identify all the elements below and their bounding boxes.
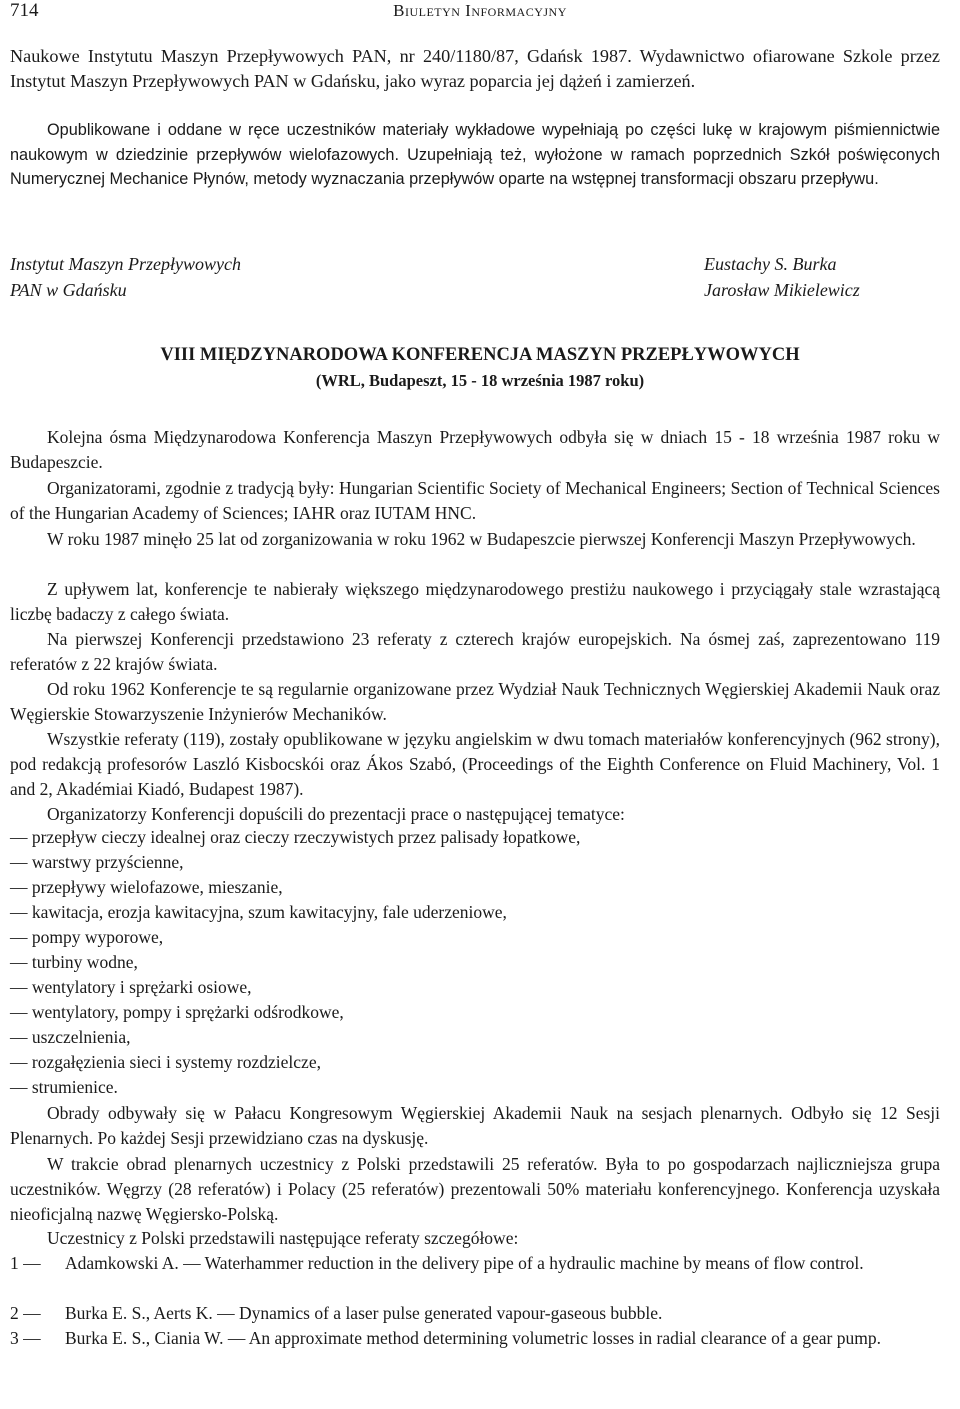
- list-item: — rozgałęzienia sieci i systemy rozdzielcze,: [10, 1052, 321, 1072]
- body-paragraph-8: Organizatorzy Konferencji dopuścili do prezentacji prace o następującej tematyce:: [47, 804, 625, 824]
- reference-item: [10, 1251, 940, 1277]
- reference-item: [10, 1301, 940, 1327]
- list-item: — uszczelnienia,: [10, 1027, 131, 1047]
- list-item: — warstwy przyścienne,: [10, 852, 184, 872]
- intro-paragraph-2: Opublikowane i oddane w ręce uczestników materiały wykładowe wypełniają po części lukę w krajowym piśmiennictwie naukowym w dziedzinie przepływów wielofazowych. Uzupełniają też, wyłożone w ramach poprzednich Szkół poświęconych Numerycznej Mechanice Płynów, metody wyznaczania przepływów oparte na wstępnej transformacji obszaru przepływu.: [10, 121, 940, 188]
- reference-item: [10, 1326, 940, 1352]
- list-item: — strumienice.: [10, 1077, 118, 1097]
- reference-number: 2 —: [10, 1303, 41, 1323]
- reference-number: 1 —: [10, 1253, 41, 1273]
- signature-author-1: Eustachy S. Burka: [704, 254, 837, 274]
- section-subtitle: (WRL, Budapeszt, 15 - 18 września 1987 roku): [315, 371, 645, 390]
- list-item: — kawitacja, erozja kawitacyjna, szum kawitacyjny, fale uderzeniowe,: [10, 902, 507, 922]
- signature-author-2: Jarosław Mikielewicz: [704, 280, 860, 300]
- section-title: VIII MIĘDZYNARODOWA KONFERENCJA MASZYN PRZEPŁYWOWYCH: [160, 345, 800, 365]
- list-item: — wentylatory, pompy i sprężarki odśrodkowe,: [10, 1002, 344, 1022]
- reference-text: Burka E. S., Aerts K. — Dynamics of a laser pulse generated vapour-gaseous bubble.: [65, 1303, 663, 1323]
- journal-title: Biuletyn Informacyjny: [393, 1, 567, 20]
- signature-institute-line-2: PAN w Gdańsku: [10, 280, 127, 300]
- list-item: — przepływ cieczy idealnej oraz cieczy rzeczywistych przez palisady łopatkowe,: [10, 827, 581, 847]
- after-paragraph-2: W trakcie obrad plenarnych uczestnicy z Polski przedstawili 25 referatów. Była to po gospodarzach najliczniejsza grupa uczestników. Węgrzy (28 referatów) i Polacy (25 referatów) prezentowali 50% materiału konferencyjnego. Konferencja uzyskała nieoficjalną nazwę Węgiersko-Polską.: [10, 1154, 940, 1225]
- list-item: — pompy wyporowe,: [10, 927, 164, 947]
- body-paragraph-1: Kolejna ósma Międzynarodowa Konferencja Maszyn Przepływowych odbyła się w dniach 15 - 18 września 1987 roku w Budapeszcie.: [10, 427, 940, 473]
- reference-text: Adamkowski A. — Waterhammer reduction in the delivery pipe of a hydraulic machine by means of flow control.: [65, 1253, 864, 1273]
- reference-number: 3 —: [10, 1328, 41, 1348]
- reference-text: Burka E. S., Ciania W. — An approximate method determining volumetric losses in radial clearance of a gear pump.: [65, 1328, 881, 1348]
- body-paragraph-6: Od roku 1962 Konferencje te są regularnie organizowane przez Wydział Nauk Technicznych Węgierskiej Akademii Nauk oraz Węgierskie Stowarzyszenie Inżynierów Mechaników.: [10, 679, 940, 725]
- signature-institute-line-1: Instytut Maszyn Przepływowych: [10, 254, 241, 274]
- running-header: [10, 0, 950, 28]
- intro-paragraph-1: Naukowe Instytutu Maszyn Przepływowych PAN, nr 240/1180/87, Gdańsk 1987. Wydawnictwo ofiarowane Szkole przez Instytut Maszyn Przepływowych PAN w Gdańsku, jako wyraz poparcia jej dążeń i zamierzeń.: [10, 46, 940, 91]
- after-paragraph-1: Obrady odbywały się w Pałacu Kongresowym Węgierskiej Akademii Nauk na sesjach plenarnych. Odbyło się 12 Sesji Plenarnych. Po każdej Sesji przewidziano czas na dyskusję.: [10, 1103, 940, 1149]
- list-item: — przepływy wielofazowe, mieszanie,: [10, 877, 283, 897]
- body-paragraph-7: Wszystkie referaty (119), zostały opublikowane w języku angielskim w dwu tomach materiałów konferencyjnych (962 strony), pod redakcją profesorów Laszló Kisbocskói oraz Ákos Szabó, (Proceedings of the Eighth Conference on Fluid Machinery, Vol. 1 and 2, Akadémiai Kiadó, Budapest 1987).: [10, 729, 940, 800]
- list-item: — turbiny wodne,: [10, 952, 138, 972]
- body-paragraph-3: W roku 1987 minęło 25 lat od zorganizowania w roku 1962 w Budapeszcie pierwszej Konferencji Maszyn Przepływowych.: [47, 529, 916, 549]
- list-item: — wentylatory i sprężarki osiowe,: [10, 977, 252, 997]
- after-paragraph-3: Uczestnicy z Polski przedstawili następujące referaty szczegółowe:: [47, 1228, 519, 1248]
- body-paragraph-4: Z upływem lat, konferencje te nabierały większego międzynarodowego prestiżu naukowego i przyciągały stale wzrastającą liczbę badaczy z całego świata.: [10, 579, 940, 625]
- body-paragraph-5: Na pierwszej Konferencji przedstawiono 23 referaty z czterech krajów europejskich. Na ósmej zaś, zaprezentowano 119 referatów z 22 krajów świata.: [10, 629, 940, 675]
- body-paragraph-2: Organizatorami, zgodnie z tradycją były: Hungarian Scientific Society of Mechanical Engineers; Section of Technical Sciences of the Hungarian Academy of Sciences; IAHR oraz IUTAM HNC.: [10, 478, 940, 524]
- page-number: 714: [10, 0, 39, 21]
